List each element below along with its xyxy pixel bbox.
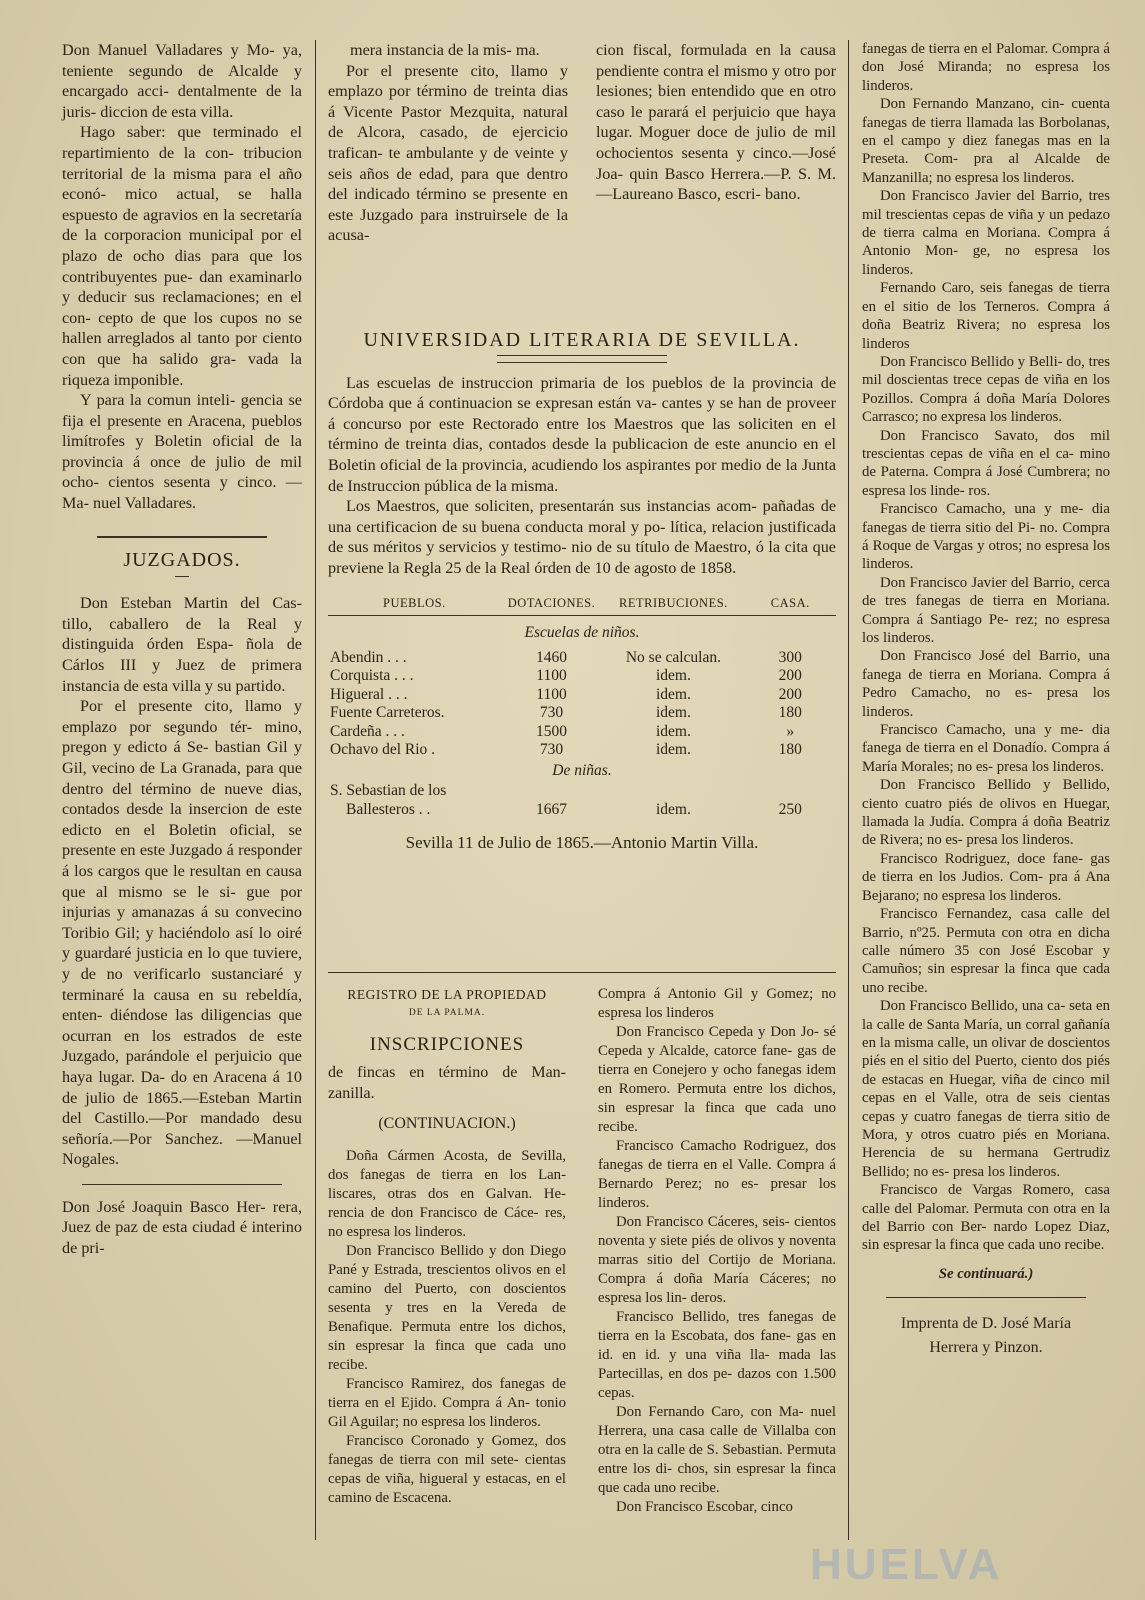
column-rule	[848, 40, 849, 1540]
registro-entry: Don Francisco Bellido y Belli- do, tres mil doscientas trece cepas de viña en los Pozillos. Compra á doña María Dolores Carrasco; no expresa los linderos.	[862, 353, 1110, 426]
paragraph: Y para la comun inteli- gencia se fija el presente en Aracena, pueblos limítrofes y Boletin oficial de la provincia á once de julio de mil ocho- cientos sesenta y cinco. —Ma- nuel Valladares.	[62, 391, 302, 513]
registro-entry: Don Francisco Savato, dos mil trescientas cepas de viña en el ca- mino de Paterna. Compra á José Cumbrera; no espresa los linde- ros.	[862, 427, 1110, 499]
paragraph: mera instancia de la mis- ma.	[350, 41, 540, 59]
registro-entry: Don Francisco Bellido, una ca- seta en la calle de Santa María, un corral gañanía en la misma calle, un olivar de doscientos piés en el sitio del Puerto, ciento dos piés de estacas en Huegar, viña de cinco mil cepas en el Valle, otra de seis cientas cepas y cuatro fanegas de tierra sitio de Mora, y otros cuatro piés en Moriana. Herencia de su hermana Gertrudiz Bellido; no es- presa los linderos.	[862, 998, 1110, 1180]
registro-entry: Francisco Ramirez, dos fanegas de tierra en el Ejido. Compra á An- tonio Gil Aguilar; no espresa los linderos.	[328, 1376, 566, 1430]
registro-entry: Francisco Camacho Rodriguez, dos fanegas de tierra en el Valle. Compra á Bernardo Perez; no es- presar los linderos.	[598, 1138, 836, 1211]
table-cell: idem.	[655, 667, 691, 685]
table-cell: S. Sebastian de los	[330, 782, 447, 800]
section-heading-universidad: UNIVERSIDAD LITERARIA DE SEVILLA.	[363, 329, 801, 351]
divider	[886, 1297, 1086, 1298]
registro-title: REGISTRO DE LA PROPIEDAD	[347, 987, 547, 1002]
printer-credit: Herrera y Pinzon.	[929, 1339, 1043, 1357]
paragraph: Por el presente cito, llamo y emplazo por término de treinta dias á Vicente Pastor Mezquita, natural de Alcora, casado, de ejercicio trafican- te ambulante y de veinte y seis años de edad, para que dentro del indicado término se presente en este Juzgado para instruirsele de la acusa-	[328, 61, 568, 245]
universidad-section	[328, 330, 836, 854]
table-cell: »	[786, 722, 795, 740]
column-4	[862, 40, 1110, 1360]
printer-credit: Imprenta de D. José María	[900, 1315, 1072, 1333]
table-cell: 1100	[536, 667, 567, 685]
registro-heading: INSCRIPCIONES	[369, 1034, 525, 1055]
column-2-top	[328, 40, 568, 246]
table-cell: 200	[778, 685, 802, 703]
table-cell: 180	[778, 741, 802, 759]
table-row	[328, 667, 836, 686]
paragraph: Don José Joaquin Basco Her- rera, Juez de paz de esta ciudad é interino de pri-	[62, 1197, 302, 1258]
column-header: RETRIBUCIONES.	[602, 591, 744, 616]
announcement-valladares: Don Manuel Valladares y Mo- ya, teniente segundo de Alcalde y encargado acci- dentalmente de la juris- diccion de esta villa.	[62, 41, 302, 121]
table-cell: 250	[778, 800, 802, 818]
registro-sub: de fincas en término de Man- zanilla.	[328, 1064, 566, 1102]
table-row	[328, 723, 836, 742]
escuelas-table	[328, 591, 836, 820]
table-cell: idem.	[655, 685, 691, 703]
column-1	[62, 40, 302, 1259]
column-header: CASA.	[745, 591, 836, 616]
table-cell: 730	[539, 704, 564, 722]
registro-entry: Doña Cármen Acosta, de Sevilla, dos fanegas de tierra en los Lan- liscares, otras dos en Galvan. He- rencia de don Francisco de Cáce- res, no espresa los linderos.	[328, 1148, 566, 1240]
table-cell: 1460	[536, 648, 568, 666]
table-cell	[501, 782, 603, 801]
table-cell: Ochavo del Rio .	[330, 741, 436, 759]
continuation-label: (CONTINUACION.)	[378, 1115, 516, 1132]
table-cell	[602, 782, 744, 801]
registro-right-column	[598, 985, 836, 1517]
registro-entry: Don Fernando Caro, con Ma- nuel Herrera, una casa calle de Villalba con otra en la calle de S. Sebastian. Permuta entre los di- chos, sin espresar la finca que cada uno recibe.	[598, 1404, 836, 1496]
section-heading-juzgados: JUZGADOS.	[123, 548, 241, 571]
closing-signature: Sevilla 11 de Julio de 1865.—Antonio Martin Villa.	[405, 833, 759, 853]
registro-entry: Francisco Bellido, tres fanegas de tierra en la Escobata, dos fane- gas en id. en id. y una viña lla- mada las Partecillas, en dos pe- dazos con 1.500 cepas.	[598, 1309, 836, 1401]
table-cell: Fuente Carreteros.	[330, 704, 445, 722]
table-row	[328, 649, 836, 668]
registro-entry: Don Fernando Manzano, cin- cuenta fanegas de tierra llamada las Borbolanas, en el campo y diez fanegas mas en la Preseta. Com- pra al Alcalde de Manzanilla; no espresa los linderos.	[862, 96, 1110, 186]
registro-entry: Don Francisco Javier del Barrio, tres mil trescientas cepas de viña y un pedazo de tierra calma en Moriana. Compra á Antonio Mon- ge, no espresa los linderos.	[862, 188, 1110, 278]
heading-rule	[175, 576, 189, 577]
registro-entry: Don Francisco Cepeda y Don Jo- sé Cepeda y Alcalde, catorce fane- gas de tierra en Conejero y ocho fanegas idem en Romero. Permuta entre los dichos, sin espresar la finca que cada uno recibe.	[598, 1024, 836, 1135]
table-row	[328, 741, 836, 760]
table-cell: idem.	[655, 722, 691, 740]
paragraph: Por el presente cito, llamo y emplazo por segundo tér- mino, pregon y edicto á Se- bastian Gil y Gil, vecino de La Granada, para que dentro del término de nueve dias, contados desde la insercion de este edicto en el Boletin oficial, se presente en este Juzgado á responder á los cargos que le resultan en causa que al mismo se le si- gue por injurias y amanazas á su convecino Toribio Gil; y haciéndolo así lo oiré y guardaré justicia en lo que tuviere, y de no verificarlo sustanciaré y terminaré la causa en su rebeldía, enten- diéndose las diligencias que ocurran en los estrados de este Juzgado, parándole el perjuicio que haya lugar. Da- do en Aracena á 10 de julio de 1865.—Esteban Martin del Castillo.—Por mandado desu señoría.—Por Sanchez. —Manuel Nogales.	[62, 697, 302, 1169]
registro-entry: Francisco Camacho, una y me- dia fanega de tierra en el Donadío. Compra á María Morales; no es- presa los linderos.	[862, 722, 1110, 775]
section-divider	[97, 536, 267, 538]
table-cell	[745, 782, 836, 801]
registro-entry: Don Francisco Bellido y don Diego Pané y Estrada, trescientos olivos en el camino del Puerto, con doscientos sesenta y tres en la Vereda de Benafique. Permuta entre los dichos, sin espresar la finca que cada uno recibe.	[328, 1243, 566, 1373]
registro-subtitle: DE LA PALMA.	[408, 1008, 486, 1018]
paragraph: Hago saber: que terminado el repartimiento de la con- tribucion territorial de la misma para el año econó- mico actual, se halla espuesto de agravios en la secretaría de la corporacion municipal por el plazo de ocho dias para que los contribuyentes pue- dan examinarlo y deducir sus reclamaciones; en el con- cepto de que los cupos no se hallen arreglados al tanto por ciento con que ha salido gra- vada la riqueza imponible.	[62, 123, 302, 389]
table-cell: idem.	[655, 800, 691, 818]
paragraph: Los Maestros, que soliciten, presentarán sus instancias acom- pañadas de una certificacion de su buena conducta moral y po- lítica, relacion justificada de sus méritos y servicios y testimo- nio de su título de Maestro, ó la cita que previene la Regla 25 de la Real órden de 10 de agosto de 1858.	[328, 497, 836, 577]
table-row	[328, 801, 836, 820]
table-cell: Higueral . . .	[330, 685, 408, 703]
table-row	[328, 704, 836, 723]
registro-entry: Francisco Coronado y Gomez, dos fanegas de tierra con mil sete- cientas cepas de viña, higueral y estacas, en el camino de Escacena.	[328, 1433, 566, 1506]
group-label: De niñas.	[552, 761, 612, 779]
group-label: Escuelas de niños.	[524, 624, 640, 642]
divider	[82, 1184, 282, 1185]
registro-entry: Francisco Rodriguez, doce fane- gas de tierra en los Judios. Com- pra á Ana Bejarano; no espresa los linderos.	[862, 850, 1110, 904]
registro-entry: Francisco Camacho, una y me- dia fanegas de tierra sitio del Pi- no. Compra á Roque de Vargas y otros; no espresa los linderos.	[862, 501, 1110, 573]
section-divider	[328, 972, 836, 973]
table-cell: Abendin . . .	[330, 648, 407, 666]
registro-entry: Don Francisco Javier del Barrio, cerca de tres fanegas de tierra en Moriana. Compra á Santiago Pe- rez; no espresa los linderos.	[862, 574, 1110, 646]
registro-entry: Compra á Antonio Gil y Gomez; no espresa los linderos	[598, 986, 836, 1021]
table-cell: idem.	[655, 704, 691, 722]
continuation-note: Se continuará.)	[938, 1265, 1034, 1282]
paragraph: cion fiscal, formulada en la causa pendiente contra el mismo y otro por lesiones; bien entendido que en otro caso le parará el perjuicio que haya lugar. Moguer doce de julio de mil ochocientos sesenta y cinco.—José Joa- quin Basco Herrera.—P. S. M.—Laureano Basco, escri- bano.	[596, 41, 836, 204]
table-cell: 1500	[536, 722, 568, 740]
table-cell: Corquista . . .	[330, 667, 414, 685]
registro-entry: Don Francisco José del Barrio, una fanega de tierra en Moriana. Compra á Pedro Camacho, no es- presa los linderos.	[862, 648, 1110, 720]
table-cell: 1667	[536, 800, 568, 818]
table-cell: 730	[539, 741, 564, 759]
column-header: DOTACIONES.	[501, 591, 603, 616]
table-cell: 300	[778, 648, 802, 666]
table-cell: Cardeña . . .	[330, 722, 405, 740]
registro-entry: Don Francisco Escobar, cinco	[616, 1499, 793, 1515]
table-cell: Ballesteros . .	[346, 800, 431, 818]
paragraph: Las escuelas de instruccion primaria de los pueblos de la provincia de Córdoba que á continuacion se expresan están va- cantes y se han de proveer á concurso por este Rectorado entre los Maestros que las soliciten en el término de treinta dias, contados desde la publicacion de este anuncio en el Boletin oficial de la provincia, acudiendo los aspirantes por medio de la Junta de Instruccion pública de la misma.	[328, 373, 836, 495]
registro-left-column	[328, 985, 566, 1508]
table-cell: 200	[778, 667, 802, 685]
ornament-rule	[497, 355, 667, 363]
registro-entry: Fernando Caro, seis fanegas de tierra en el sitio de los Terneros. Compra á doña Beatriz Rivera; no espresa los linderos	[862, 280, 1110, 352]
table-row	[328, 686, 836, 705]
column-3-top	[596, 40, 836, 205]
table-row	[328, 782, 836, 801]
column-rule	[315, 40, 316, 1540]
registro-entry: fanegas de tierra en el Palomar. Compra á don José Miranda; no espresa los linderos.	[862, 41, 1110, 94]
registro-entry: Francisco de Vargas Romero, casa calle del Palomar. Permuta con otra en la del Barrio con Ber- nardo Lopez Diaz, sin espresar la finca que cada uno recibe.	[862, 1182, 1110, 1254]
paragraph: Don Esteban Martin del Cas- tillo, caballero de la Real y distinguida órden Espa- ñola de Cárlos III y Juez de primera instancia de esta villa y su partido.	[62, 594, 302, 695]
registro-entry: Don Francisco Cáceres, seis- cientos noventa y siete piés de olivos y noventa marras sitio del Cortijo de Moriana. Compra á doña María Cáceres; no espresa los lin- deros.	[598, 1214, 836, 1306]
registro-entry: Francisco Fernandez, casa calle del Barrio, nº25. Permuta con otra en dicha calle número 35 con José Escobar y Camuños; sin espresar la finca que cada uno recibe.	[862, 906, 1110, 996]
library-watermark: HUELVA	[810, 1540, 1003, 1589]
table-cell: idem.	[655, 741, 691, 759]
table-cell: No se calculan.	[625, 648, 721, 666]
registro-entry: Don Francisco Bellido y Bellido, ciento cuatro piés de olivos en Huegar, llamada la Judía. Compra á doña Beatriz de Rivera; no es- presa los linderos.	[862, 777, 1110, 849]
column-header: PUEBLOS.	[328, 591, 501, 616]
table-cell: 1100	[536, 685, 567, 703]
table-cell: 180	[778, 704, 802, 722]
